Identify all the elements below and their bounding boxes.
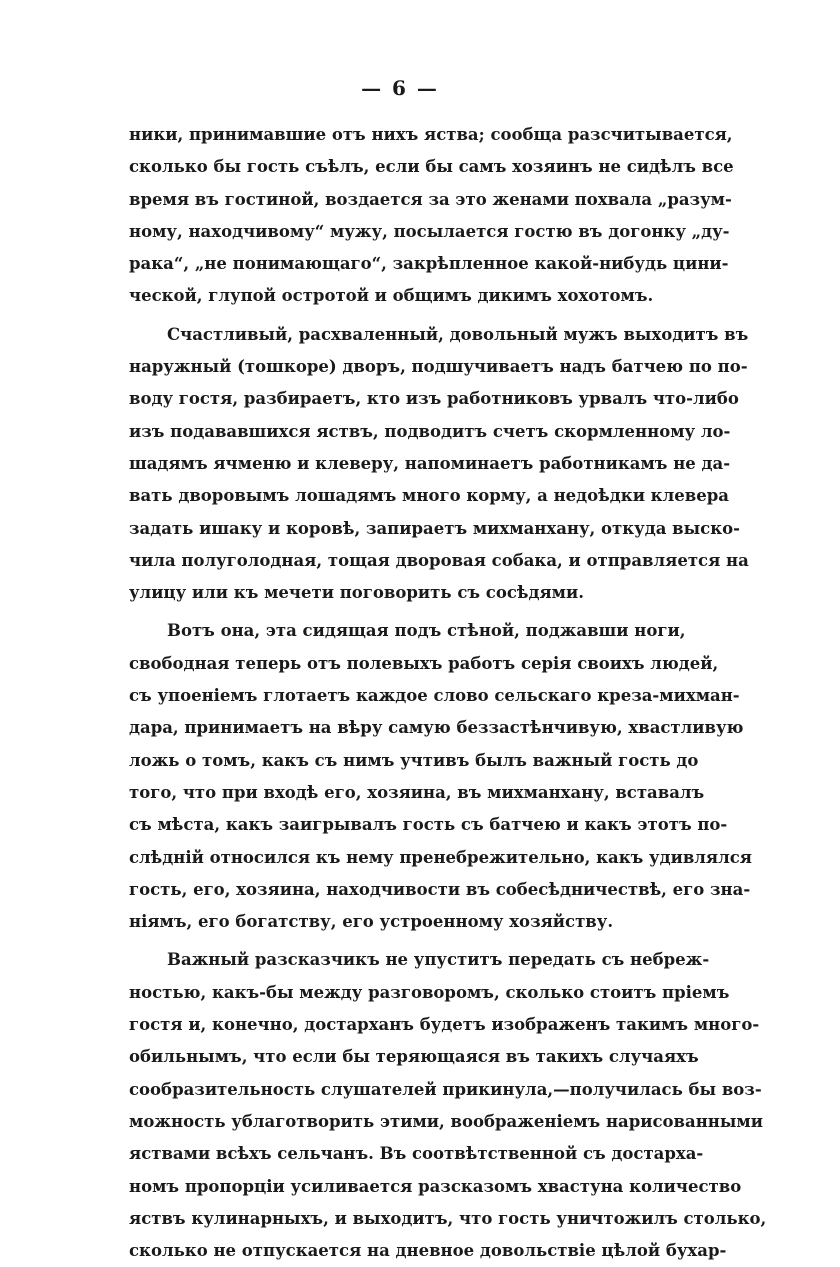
text-line: ніямъ, его богатству, его устроенному хозяйству. <box>129 912 614 932</box>
text-line: ческой, глупой остротой и общимъ дикимъ хохотомъ. <box>129 286 654 306</box>
text-line: номъ пропорціи усиливается разсказомъ хвастуна количество <box>129 1176 742 1196</box>
text-line: того, что при входѣ его, хозяина, въ михманхану, вставалъ <box>129 782 705 802</box>
text-line: ностью, какъ-бы между разговоромъ, сколько стоитъ пріемъ <box>129 982 730 1002</box>
text-line: задать ишаку и коровѣ, запираетъ михманхану, откуда выско- <box>129 518 740 538</box>
text-line: Важный разсказчикъ не упуститъ передать съ небреж- <box>167 950 710 970</box>
text-line: сообразительность слушателей прикинула,—получилась бы воз- <box>129 1079 762 1099</box>
text-line: обильнымъ, что если бы теряющаяся въ такихъ случаяхъ <box>129 1047 699 1067</box>
text-line: съ мѣста, какъ заигрывалъ гость съ батчею и какъ этотъ по- <box>129 815 728 835</box>
text-line: яствами всѣхъ сельчанъ. Въ соотвѣтственной съ достарха- <box>129 1144 704 1164</box>
paragraph-2 <box>129 319 749 610</box>
text-line: Счастливый, расхваленный, довольный мужъ выходитъ въ <box>167 324 749 344</box>
text-line: Вотъ она, эта сидящая подъ стѣной, поджавши ноги, <box>167 621 686 641</box>
text-line: дара, принимаетъ на вѣру самую беззастѣнчивую, хвастливую <box>129 718 744 738</box>
paragraph-1 <box>129 119 734 313</box>
text-line: изъ подававшихся яствъ, подводитъ счетъ скормленному ло- <box>129 421 731 441</box>
text-line: шадямъ ячменю и клеверу, напоминаетъ работникамъ не да- <box>129 453 731 473</box>
text-line: съ упоеніемъ глотаетъ каждое слово сельскаго креза-михман- <box>129 686 740 706</box>
text-line: чила полуголодная, тощая дворовая собака, и отправляется на <box>129 550 749 570</box>
text-line: гостя и, конечно, достарханъ будетъ изображенъ такимъ много- <box>129 1015 760 1035</box>
text-line: время въ гостиной, воздается за это женами похвала „разум- <box>129 189 732 209</box>
text-line: можность ублаготворить этими, воображеніемъ нарисованными <box>129 1111 763 1131</box>
text-line: слѣдній относился къ нему пренебрежительно, какъ удивлялся <box>129 847 752 867</box>
paragraph-4 <box>129 944 767 1267</box>
text-line: сколько бы гость съѣлъ, если бы самъ хозяинъ не сидѣлъ все <box>129 157 734 177</box>
text-line: сколько не отпускается на дневное довольствіе цѣлой бухар- <box>129 1241 727 1261</box>
paragraph-3 <box>129 615 752 938</box>
text-line: гость, его, хозяина, находчивости въ собесѣдничествѣ, его зна- <box>129 879 751 899</box>
text-line: улицу или къ мечети поговорить съ сосѣдями. <box>129 583 584 603</box>
text-line: ники, принимавшие отъ нихъ яства; сообща разсчитывается, <box>129 125 733 144</box>
text-line: воду гостя, разбираетъ, кто изъ работниковъ урвалъ что-либо <box>129 389 739 409</box>
text-line: вать дворовымъ лошадямъ много корму, а недоѣдки клевера <box>129 486 729 506</box>
text-line: яствъ кулинарныхъ, и выходитъ, что гость уничтожилъ столько, <box>129 1208 767 1228</box>
text-line: свободная теперь отъ полевыхъ работъ серія своихъ людей, <box>129 653 719 673</box>
text-line: ному, находчивому“ мужу, посылается гостю въ догонку „ду- <box>129 221 730 241</box>
body-text <box>129 119 767 1267</box>
text-line: наружный (тошкоре) дворъ, подшучиваетъ надъ батчею по по- <box>129 357 748 377</box>
text-line: рака“, „не понимающаго“, закрѣпленное какой-нибудь цини- <box>129 254 729 274</box>
page-number: — 6 — <box>361 76 439 100</box>
text-line: ложь о томъ, какъ съ нимъ учтивъ былъ важный гость до <box>129 750 699 770</box>
